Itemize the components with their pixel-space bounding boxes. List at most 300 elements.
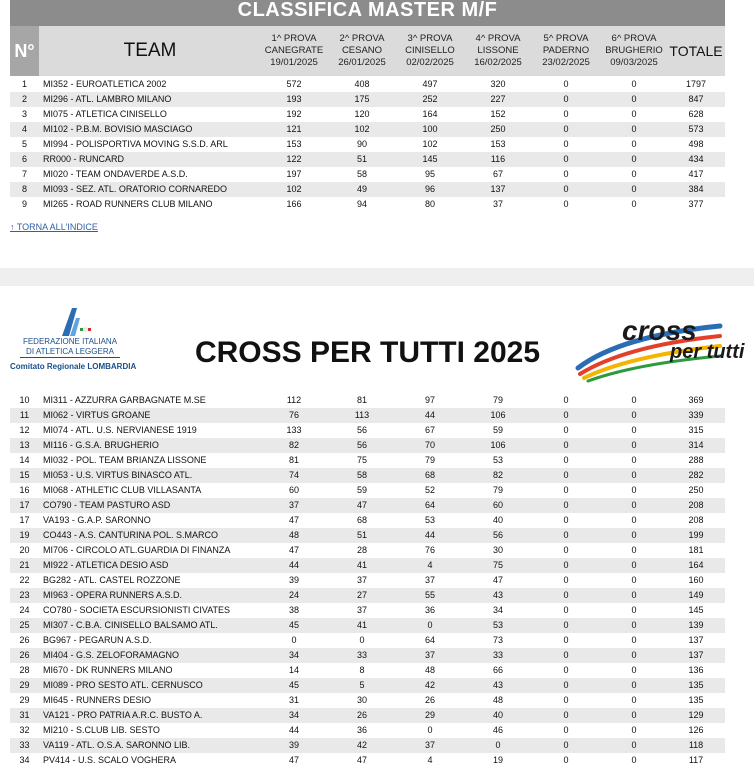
race-2-points: 36: [356, 725, 367, 735]
race-6-points: 0: [631, 590, 637, 600]
standings-table-body: [10, 77, 725, 212]
table-row: [10, 152, 725, 167]
race-5-points: 0: [563, 515, 569, 525]
race-4-points: 40: [492, 710, 503, 720]
race-header-line: 02/02/2025: [406, 57, 454, 68]
race-6-points: 0: [631, 545, 637, 555]
team-cell: BG282 - ATL. CASTEL ROZZONE: [43, 575, 181, 585]
race-header-6: [600, 26, 668, 76]
race-1-points: 76: [288, 410, 299, 420]
race-2-points: 49: [356, 184, 367, 194]
race-6-points: 0: [631, 665, 637, 675]
total-points: 129: [688, 710, 704, 720]
race-5-points: 0: [563, 139, 569, 149]
rank-cell: 1: [21, 79, 27, 89]
logo-word-per-tutti: per tutti: [670, 341, 745, 363]
race-3-points: 100: [422, 124, 438, 134]
race-2-points: 37: [356, 605, 367, 615]
rank-cell: 19: [19, 530, 30, 540]
race-5-points: 0: [563, 620, 569, 630]
team-cell: VA119 - ATL. O.S.A. SARONNO LIB.: [43, 740, 191, 750]
race-2-points: 27: [356, 590, 367, 600]
rank-cell: 34: [19, 755, 30, 765]
race-1-points: 112: [286, 395, 302, 405]
team-cell: MI311 - AZZURRA GARBAGNATE M.SE: [43, 395, 206, 405]
total-points: 369: [688, 395, 704, 405]
race-4-points: 73: [492, 635, 503, 645]
total-points: 1797: [685, 79, 707, 89]
race-6-points: 0: [631, 575, 637, 585]
race-5-points: 0: [563, 755, 569, 765]
race-6-points: 0: [631, 500, 637, 510]
race-1-points: 193: [286, 94, 302, 104]
rank-cell: 25: [19, 620, 30, 630]
total-points: 498: [688, 139, 704, 149]
race-4-points: 250: [490, 124, 506, 134]
race-3-points: 96: [424, 184, 435, 194]
race-4-points: 79: [492, 485, 503, 495]
race-header-1: [260, 26, 328, 76]
team-cell: MI074 - ATL. U.S. NERVIANESE 1919: [43, 425, 197, 435]
team-cell: MI102 - P.B.M. BOVISIO MASCIAGO: [43, 124, 193, 134]
rank-cell: 5: [21, 139, 27, 149]
race-4-points: 30: [492, 545, 503, 555]
race-1-points: 74: [288, 470, 299, 480]
team-cell: MI296 - ATL. LAMBRO MILANO: [43, 94, 172, 104]
race-4-points: 82: [492, 470, 503, 480]
team-cell: MI093 - SEZ. ATL. ORATORIO CORNAREDO: [43, 184, 228, 194]
race-3-points: 80: [424, 199, 435, 209]
race-1-points: 0: [291, 635, 297, 645]
table-row: [10, 423, 725, 438]
team-cell: CO443 - A.S. CANTURINA POL. S.MARCO: [43, 530, 219, 540]
team-header: TEAM: [123, 40, 177, 61]
race-3-points: 95: [424, 169, 435, 179]
race-2-points: 81: [356, 395, 367, 405]
race-1-points: 572: [286, 79, 302, 89]
race-1-points: 81: [288, 455, 299, 465]
team-cell: VA121 - PRO PATRIA A.R.C. BUSTO A.: [43, 710, 203, 720]
race-4-points: 137: [490, 184, 506, 194]
table-row: [10, 453, 725, 468]
race-header-line: 16/02/2025: [474, 57, 522, 68]
total-points: 282: [688, 470, 704, 480]
race-5-points: 0: [563, 710, 569, 720]
race-3-points: 145: [422, 154, 438, 164]
race-header-line: 19/01/2025: [270, 57, 318, 68]
team-cell: MI075 - ATLETICA CINISELLO: [43, 109, 167, 119]
total-points: 339: [688, 410, 704, 420]
race-2-points: 28: [356, 545, 367, 555]
race-2-points: 56: [356, 425, 367, 435]
race-2-points: 56: [356, 440, 367, 450]
event-title: CROSS PER TUTTI 2025: [194, 336, 541, 369]
race-5-points: 0: [563, 79, 569, 89]
race-5-points: 0: [563, 455, 569, 465]
race-4-points: 43: [492, 680, 503, 690]
team-cell: MI068 - ATHLETIC CLUB VILLASANTA: [43, 485, 202, 495]
race-5-points: 0: [563, 530, 569, 540]
race-5-points: 0: [563, 425, 569, 435]
race-3-points: 79: [424, 455, 435, 465]
race-3-points: 4: [427, 560, 433, 570]
race-4-points: 153: [490, 139, 506, 149]
team-cell: MI116 - G.S.A. BRUGHERIO: [43, 440, 159, 450]
race-2-points: 47: [356, 755, 367, 765]
race-5-points: 0: [563, 154, 569, 164]
race-2-points: 8: [359, 665, 365, 675]
race-header-line: 3^ PROVA: [407, 33, 453, 44]
total-points: 628: [688, 109, 704, 119]
race-5-points: 0: [563, 605, 569, 615]
race-3-points: 52: [424, 485, 435, 495]
standings-page-1: [0, 0, 754, 268]
race-6-points: 0: [631, 530, 637, 540]
table-row: [10, 122, 725, 137]
race-6-points: 0: [631, 395, 637, 405]
table-row: [10, 738, 725, 753]
race-2-points: 102: [354, 124, 370, 134]
table-row: [10, 137, 725, 152]
rank-cell: 28: [19, 665, 30, 675]
race-3-points: 4: [427, 755, 433, 765]
rank-cell: 16: [19, 485, 30, 495]
race-6-points: 0: [631, 410, 637, 420]
team-cell: MI053 - U.S. VIRTUS BINASCO ATL.: [43, 470, 193, 480]
table-row: [10, 408, 725, 423]
race-1-points: 14: [288, 665, 299, 675]
race-1-points: 60: [288, 485, 299, 495]
team-cell: MI210 - S.CLUB LIB. SESTO: [43, 725, 160, 735]
race-5-points: 0: [563, 560, 569, 570]
total-points: 135: [688, 695, 704, 705]
team-cell: MI922 - ATLETICA DESIO ASD: [43, 560, 169, 570]
race-1-points: 24: [288, 590, 299, 600]
table-row: [10, 513, 725, 528]
back-to-index-link[interactable]: ↑ TORNA ALL'INDICE: [10, 222, 98, 232]
race-4-points: 152: [490, 109, 506, 119]
race-3-points: 48: [424, 665, 435, 675]
race-1-points: 44: [288, 725, 299, 735]
table-row: [10, 618, 725, 633]
race-5-points: 0: [563, 109, 569, 119]
total-points: 145: [688, 605, 704, 615]
race-3-points: 0: [427, 725, 433, 735]
race-2-points: 0: [359, 635, 365, 645]
team-cell: MI265 - ROAD RUNNERS CLUB MILANO: [43, 199, 213, 209]
rank-cell: 23: [19, 590, 30, 600]
race-6-points: 0: [631, 485, 637, 495]
race-5-points: 0: [563, 500, 569, 510]
race-4-points: 37: [492, 199, 503, 209]
race-header-line: 1^ PROVA: [271, 33, 317, 44]
table-row: [10, 543, 725, 558]
race-2-points: 33: [356, 650, 367, 660]
race-header-line: CESANO: [341, 45, 383, 56]
total-points: 384: [688, 184, 704, 194]
race-1-points: 37: [288, 500, 299, 510]
table-row: [10, 197, 725, 212]
race-6-points: 0: [631, 154, 637, 164]
table-row: [10, 182, 725, 197]
race-2-points: 68: [356, 515, 367, 525]
table-row: [10, 753, 725, 768]
race-4-points: 53: [492, 620, 503, 630]
race-5-points: 0: [563, 575, 569, 585]
team-cell: MI963 - OPERA RUNNERS A.S.D.: [43, 590, 183, 600]
team-cell: MI994 - POLISPORTIVA MOVING S.S.D. ARL: [43, 139, 228, 149]
race-5-points: 0: [563, 665, 569, 675]
race-3-points: 42: [424, 680, 435, 690]
race-3-points: 44: [424, 410, 435, 420]
race-6-points: 0: [631, 695, 637, 705]
race-1-points: 166: [286, 199, 302, 209]
race-6-points: 0: [631, 635, 637, 645]
race-header-5: [532, 26, 600, 76]
rank-cell: 15: [19, 470, 30, 480]
race-3-points: 64: [424, 635, 435, 645]
race-3-points: 37: [424, 740, 435, 750]
race-1-points: 133: [286, 425, 302, 435]
race-4-points: 59: [492, 425, 503, 435]
race-4-points: 56: [492, 530, 503, 540]
table-row: [10, 92, 725, 107]
race-1-points: 47: [288, 755, 299, 765]
fidal-committee: Comitato Regionale LOMBARDIA: [10, 362, 137, 371]
race-4-points: 53: [492, 455, 503, 465]
race-2-points: 75: [356, 455, 367, 465]
fidal-divider: [20, 357, 120, 358]
race-4-points: 34: [492, 605, 503, 615]
team-cell: MI089 - PRO SESTO ATL. CERNUSCO: [43, 680, 203, 690]
team-cell: VA193 - G.A.P. SARONNO: [43, 515, 151, 525]
cross-per-tutti-logo-icon: [570, 306, 750, 384]
team-cell: PV414 - U.S. SCALO VOGHERA: [43, 755, 177, 765]
race-5-points: 0: [563, 740, 569, 750]
total-points: 126: [688, 725, 704, 735]
table-row: [10, 603, 725, 618]
fidal-name-line-1: FEDERAZIONE ITALIANA: [22, 337, 118, 346]
race-4-points: 46: [492, 725, 503, 735]
race-5-points: 0: [563, 725, 569, 735]
total-points: 208: [688, 500, 704, 510]
race-5-points: 0: [563, 470, 569, 480]
total-points: 164: [688, 560, 704, 570]
total-points: 160: [688, 575, 704, 585]
total-points: 288: [688, 455, 704, 465]
team-cell: MI706 - CIRCOLO ATL.GUARDIA DI FINANZA: [43, 545, 231, 555]
race-4-points: 75: [492, 560, 503, 570]
race-1-points: 122: [286, 154, 302, 164]
rank-cell: 2: [21, 94, 27, 104]
race-3-points: 29: [424, 710, 435, 720]
team-cell: CO780 - SOCIETA ESCURSIONISTI CIVATES: [43, 605, 231, 615]
race-header-line: CINISELLO: [405, 45, 455, 56]
race-1-points: 44: [288, 560, 299, 570]
table-row: [10, 167, 725, 182]
race-3-points: 164: [422, 109, 438, 119]
team-cell: BG967 - PEGARUN A.S.D.: [43, 635, 152, 645]
race-2-points: 120: [354, 109, 370, 119]
team-cell: RR000 - RUNCARD: [43, 154, 125, 164]
team-cell: MI670 - DK RUNNERS MILANO: [43, 665, 173, 675]
rank-cell: 7: [21, 169, 27, 179]
race-2-points: 59: [356, 485, 367, 495]
race-4-points: 106: [490, 440, 506, 450]
race-2-points: 90: [356, 139, 367, 149]
race-2-points: 41: [356, 620, 367, 630]
race-5-points: 0: [563, 590, 569, 600]
race-3-points: 26: [424, 695, 435, 705]
race-2-points: 42: [356, 740, 367, 750]
table-row: [10, 708, 725, 723]
rank-cell: 33: [19, 740, 30, 750]
table-row: [10, 693, 725, 708]
total-points: 208: [688, 515, 704, 525]
race-3-points: 70: [424, 440, 435, 450]
race-1-points: 39: [288, 575, 299, 585]
race-header-line: 5^ PROVA: [543, 33, 589, 44]
race-3-points: 53: [424, 515, 435, 525]
race-6-points: 0: [631, 199, 637, 209]
race-3-points: 67: [424, 425, 435, 435]
rank-cell: 14: [19, 455, 30, 465]
race-5-points: 0: [563, 184, 569, 194]
rank-cell: 9: [21, 199, 27, 209]
race-3-points: 37: [424, 650, 435, 660]
race-6-points: 0: [631, 470, 637, 480]
rank-header: N°: [10, 26, 39, 76]
table-header: [39, 26, 725, 76]
team-cell: MI032 - POL. TEAM BRIANZA LISSONE: [43, 455, 207, 465]
race-2-points: 51: [356, 154, 367, 164]
race-2-points: 30: [356, 695, 367, 705]
race-3-points: 44: [424, 530, 435, 540]
total-points: 417: [688, 169, 704, 179]
race-5-points: 0: [563, 485, 569, 495]
table-row: [10, 498, 725, 513]
race-1-points: 45: [288, 680, 299, 690]
rank-cell: 10: [19, 395, 30, 405]
page-separator: [0, 268, 754, 286]
rank-cell: 17: [19, 500, 30, 510]
team-cell: MI352 - EUROATLETICA 2002: [43, 79, 167, 89]
race-4-points: 67: [492, 169, 503, 179]
race-4-points: 47: [492, 575, 503, 585]
race-5-points: 0: [563, 395, 569, 405]
rank-cell: 17: [19, 515, 30, 525]
race-4-points: 43: [492, 590, 503, 600]
race-2-points: 58: [356, 470, 367, 480]
page-title: CLASSIFICA MASTER M/F: [237, 0, 498, 21]
rank-cell: 20: [19, 545, 30, 555]
rank-cell: 22: [19, 575, 30, 585]
race-3-points: 252: [422, 94, 438, 104]
race-6-points: 0: [631, 455, 637, 465]
rank-cell: 21: [19, 560, 30, 570]
race-4-points: 320: [490, 79, 506, 89]
race-header-line: PADERNO: [542, 45, 590, 56]
race-6-points: 0: [631, 109, 637, 119]
race-header-line: BRUGHERIO: [605, 45, 663, 56]
total-points: 434: [688, 154, 704, 164]
race-1-points: 34: [288, 650, 299, 660]
race-1-points: 197: [286, 169, 302, 179]
race-4-points: 0: [495, 740, 501, 750]
race-6-points: 0: [631, 124, 637, 134]
race-header-line: 6^ PROVA: [611, 33, 657, 44]
race-4-points: 227: [490, 94, 506, 104]
table-row: [10, 648, 725, 663]
race-2-points: 408: [354, 79, 370, 89]
total-points: 117: [688, 755, 704, 765]
race-2-points: 37: [356, 575, 367, 585]
race-1-points: 34: [288, 710, 299, 720]
total-points: 199: [688, 530, 704, 540]
table-row: [10, 393, 725, 408]
total-points: 573: [688, 124, 704, 134]
table-row: [10, 468, 725, 483]
race-5-points: 0: [563, 695, 569, 705]
fidal-name-line-2: DI ATLETICA LEGGERA: [26, 347, 114, 356]
race-3-points: 37: [424, 575, 435, 585]
total-points: 181: [688, 545, 704, 555]
race-1-points: 48: [288, 530, 299, 540]
race-5-points: 0: [563, 124, 569, 134]
race-header-line: 4^ PROVA: [475, 33, 521, 44]
team-cell: MI020 - TEAM ONDAVERDE A.S.D.: [43, 169, 188, 179]
rank-cell: 3: [21, 109, 27, 119]
total-points: 139: [688, 620, 704, 630]
race-6-points: 0: [631, 725, 637, 735]
race-6-points: 0: [631, 94, 637, 104]
rank-cell: 4: [21, 124, 27, 134]
total-points: 137: [688, 635, 704, 645]
race-6-points: 0: [631, 184, 637, 194]
race-3-points: 36: [424, 605, 435, 615]
race-1-points: 39: [288, 740, 299, 750]
race-3-points: 102: [422, 139, 438, 149]
race-6-points: 0: [631, 710, 637, 720]
race-6-points: 0: [631, 755, 637, 765]
table-row: [10, 723, 725, 738]
total-points: 135: [688, 680, 704, 690]
race-2-points: 58: [356, 169, 367, 179]
race-6-points: 0: [631, 515, 637, 525]
rank-cell: 12: [19, 425, 30, 435]
race-header-line: 23/02/2025: [542, 57, 590, 68]
race-2-points: 47: [356, 500, 367, 510]
total-points: 149: [688, 590, 704, 600]
race-6-points: 0: [631, 169, 637, 179]
total-points: 377: [688, 199, 704, 209]
race-1-points: 82: [288, 440, 299, 450]
race-header-line: CANEGRATE: [264, 45, 324, 56]
fidal-logo: [10, 304, 137, 382]
race-3-points: 68: [424, 470, 435, 480]
rank-cell: 24: [19, 605, 30, 615]
standings-page-2: [0, 286, 754, 774]
rank-cell: 11: [19, 410, 30, 420]
team-cell: CO790 - TEAM PASTURO ASD: [43, 500, 171, 510]
race-5-points: 0: [563, 440, 569, 450]
race-1-points: 102: [286, 184, 302, 194]
team-cell: MI645 - RUNNERS DESIO: [43, 695, 152, 705]
table-row: [10, 663, 725, 678]
race-3-points: 497: [422, 79, 438, 89]
logo-word-cross: cross: [622, 315, 697, 346]
race-4-points: 40: [492, 515, 503, 525]
